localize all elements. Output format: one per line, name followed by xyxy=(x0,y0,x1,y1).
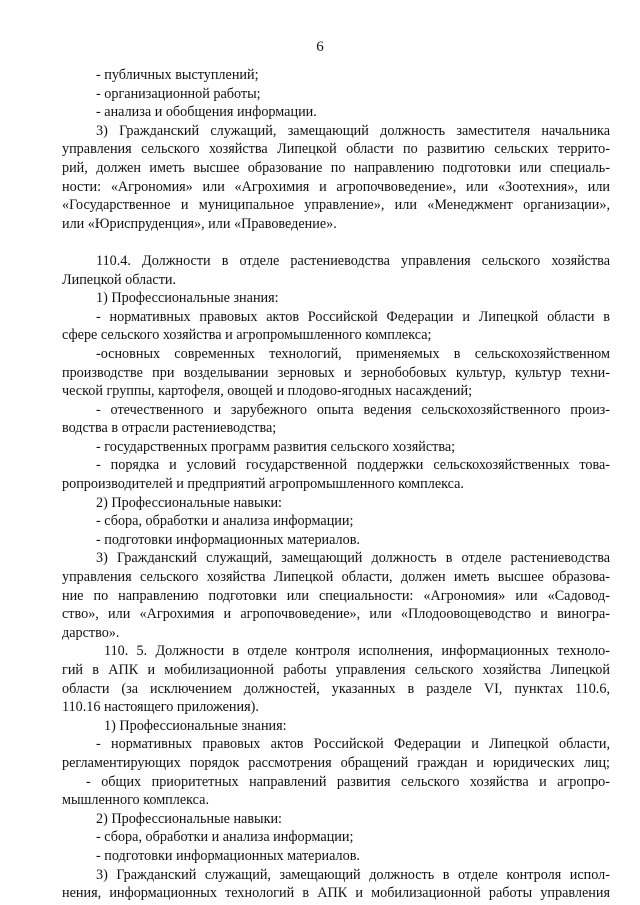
text-line: 1) Профессиональные знания: xyxy=(104,717,287,734)
text-line: - сбора, обработки и анализа информации; xyxy=(96,513,354,530)
text-line: регламентирующих порядок рассмотрения обращений граждан и юридических лиц; xyxy=(62,754,610,771)
text-line: дарство». xyxy=(62,624,120,641)
text-line: - отечественного и зарубежного опыта ведения сельскохозяйственного произ- xyxy=(96,401,610,418)
text-line: ности: «Агрономия» или «Агрохимия и агропочвоведение», или «Зоотехния», или xyxy=(62,178,610,195)
text-line: - нормативных правовых актов Российской Федерации и Липецкой области в xyxy=(96,308,610,325)
document-body xyxy=(62,66,610,903)
text-line: 2) Профессиональные навыки: xyxy=(96,810,283,827)
text-line: - сбора, обработки и анализа информации; xyxy=(96,829,354,846)
text-line: 110.16 настоящего приложения). xyxy=(62,699,259,716)
text-line: - подготовки информационных материалов. xyxy=(96,847,360,864)
text-line: водства в отрасли растениеводства; xyxy=(62,420,277,437)
text-line: - подготовки информационных материалов. xyxy=(96,531,360,548)
text-line: 2) Профессиональные навыки: xyxy=(96,494,283,511)
text-line: 3) Гражданский служащий, замещающий должность в отделе растениеводства xyxy=(96,550,610,567)
text-line: сфере сельского хозяйства и агропромышленного комплекса; xyxy=(62,327,432,344)
text-line: или «Юриспруденция», или «Правоведение». xyxy=(62,215,337,232)
text-line: - государственных программ развития сельского хозяйства; xyxy=(96,438,456,455)
text-line: производстве при возделывании зерновых и зернобобовых культур, культур техни- xyxy=(62,364,610,381)
text-line: 110.4. Должности в отделе растениеводства управления сельского хозяйства xyxy=(96,252,610,269)
text-line: 3) Гражданский служащий, замещающий должность заместителя начальника xyxy=(96,122,610,139)
text-line: области (за исключением должностей, указанных в разделе VI, пунктах 110.6, xyxy=(62,680,610,697)
text-line: 110. 5. Должности в отделе контроля исполнения, информационных техноло- xyxy=(104,643,610,660)
text-line: ние по направлению подготовки или специальности: «Агрономия» или «Садовод- xyxy=(62,587,610,604)
text-line: -основных современных технологий, применяемых в сельскохозяйственном xyxy=(96,345,610,362)
text-line: - публичных выступлений; xyxy=(96,67,259,83)
text-line: - общих приоритетных направлений развития сельского хозяйства и агропро- xyxy=(86,773,610,790)
text-line: управления сельского хозяйства Липецкой области, должен иметь высшее образова- xyxy=(62,569,610,586)
text-line: «Государственное и муниципальное управление», или «Менеджмент организации», xyxy=(62,197,610,214)
text-line: 3) Гражданский служащий, замещающий должность в отделе контроля испол- xyxy=(96,866,610,883)
text-line: - организационной работы; xyxy=(96,85,261,102)
text-line: ческой группы, картофеля, овощей и плодово-ягодных насаждений; xyxy=(62,383,473,400)
text-line: рий, должен иметь высшее образование по направлению подготовки или специаль- xyxy=(62,159,610,176)
text-line: - анализа и обобщения информации. xyxy=(96,104,317,121)
text-line: Липецкой области. xyxy=(62,271,177,288)
page-number: 6 xyxy=(316,39,324,55)
text-line: мышленного комплекса. xyxy=(62,792,209,809)
text-line: нения, информационных технологий в АПК и мобилизационной работы управления xyxy=(62,885,610,902)
blank-line xyxy=(62,233,610,252)
text-line: - нормативных правовых актов Российской Федерации и Липецкой области, xyxy=(96,736,610,753)
text-line: управления сельского хозяйства Липецкой области по развитию сельских террито- xyxy=(62,141,610,158)
text-line: ство», или «Агрохимия и агропочвоведение», или «Плодоовощеводство и виногра- xyxy=(62,606,610,623)
text-line: гий в АПК и мобилизационной работы управления сельского хозяйства Липецкой xyxy=(62,662,610,678)
text-line: 1) Профессиональные знания: xyxy=(96,290,279,307)
text-line: - порядка и условий государственной поддержки сельскохозяйственных това- xyxy=(96,457,610,474)
text-line: ропроизводителей и предприятий агропромышленного комплекса. xyxy=(62,476,464,493)
